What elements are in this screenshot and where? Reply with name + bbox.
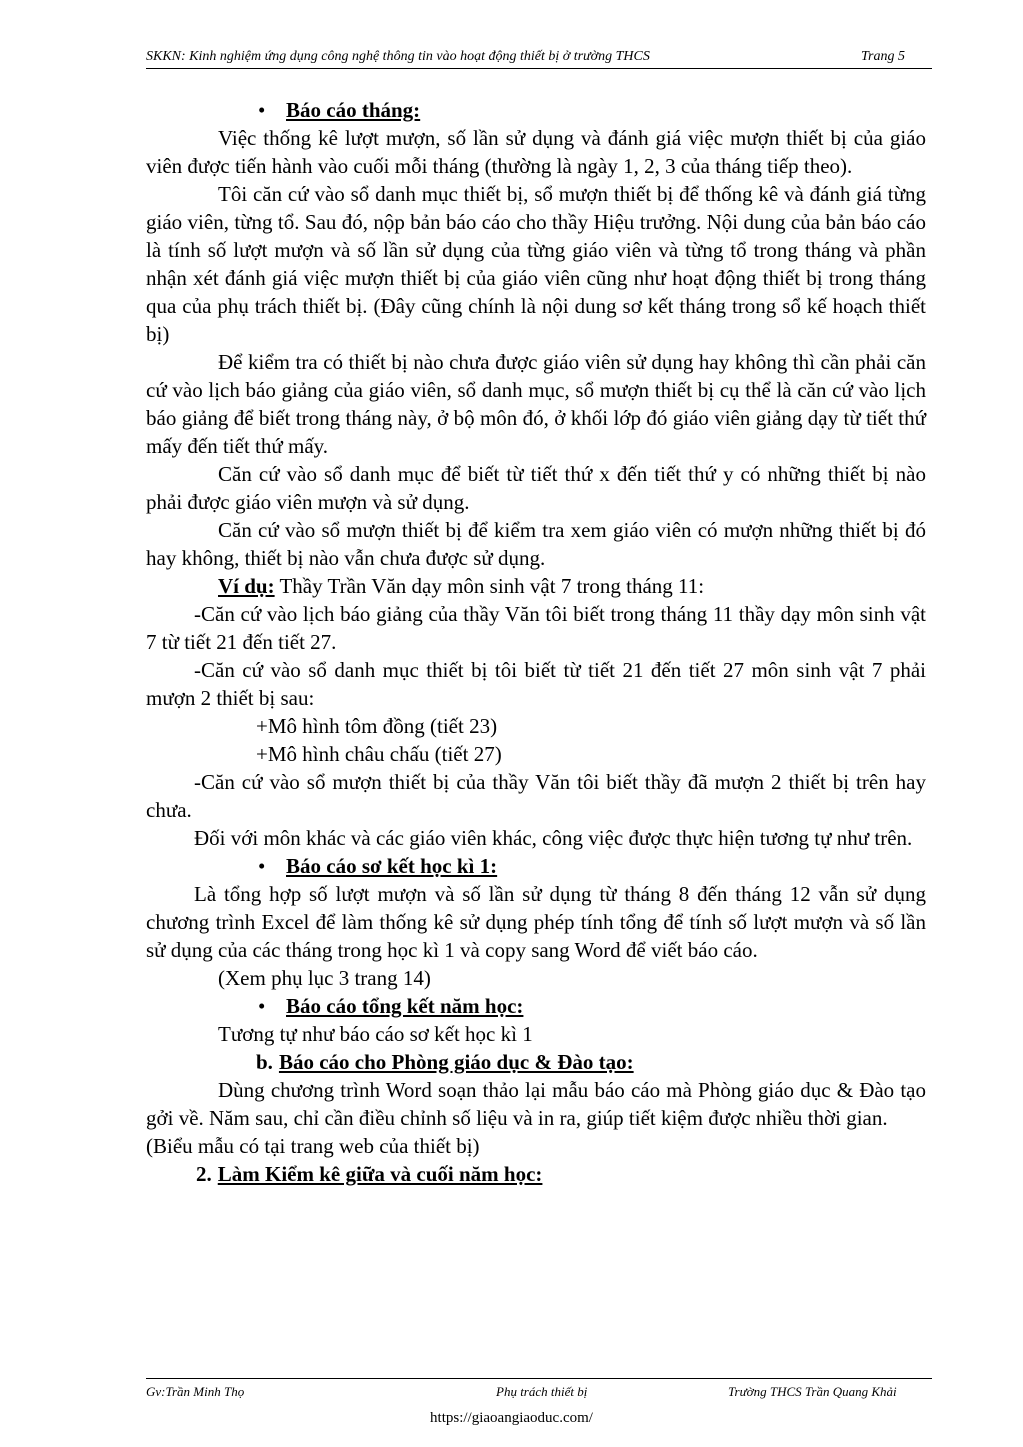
footer-school: Trường THCS Trần Quang Khải — [728, 1384, 897, 1399]
paragraph: Đối với môn khác và các giáo viên khác, công việc được thực hiện tương tự như trên. — [194, 826, 913, 850]
list-item: +Mô hình tôm đồng (tiết 23) — [256, 714, 498, 738]
example-line — [146, 572, 926, 600]
bullet-icon: • — [258, 98, 266, 122]
paragraph: Việc thống kê lượt mượn, số lần sử dụng và đánh giá việc mượn thiết bị của giáo viên được tiến hành vào cuối mỗi tháng (thường là ngày 1, 2, 3 của tháng tiếp theo). — [146, 126, 926, 178]
paragraph: -Căn cứ vào lịch báo giảng của thầy Văn tôi biết trong tháng 11 thầy dạy môn sinh vật 7 từ tiết 21 đến tiết 27. — [146, 602, 926, 654]
section-heading-semester-report: • Báo cáo sơ kết học kì 1: — [258, 854, 498, 878]
document-body — [146, 96, 926, 1188]
page-footer — [146, 1378, 932, 1399]
paragraph: -Căn cứ vào sổ mượn thiết bị của thầy Văn tôi biết thầy đã mượn 2 thiết bị trên hay chưa. — [146, 770, 926, 822]
paragraph: Căn cứ vào sổ danh mục để biết từ tiết thứ x đến tiết thứ y có những thiết bị nào phải được giáo viên mượn và sử dụng. — [146, 462, 926, 514]
paragraph: Căn cứ vào sổ mượn thiết bị để kiểm tra xem giáo viên có mượn những thiết bị đó hay không, thiết bị nào vẫn chưa được sử dụng. — [146, 518, 926, 570]
paragraph: Để kiểm tra có thiết bị nào chưa được giáo viên sử dụng hay không thì cần phải căn cứ vào lịch báo giảng của giáo viên, sổ danh mục, sổ mượn thiết bị cụ thể là căn cứ vào lịch báo giảng để biết trong tháng này, ở bộ môn đó, ở khối lớp đó giáo viên giảng dạy từ tiết thứ mấy đến tiết thứ mấy. — [146, 350, 926, 458]
subsection-heading: b. Báo cáo cho Phòng giáo dục & Đào tạo: — [256, 1050, 634, 1074]
section-heading-year-report: • Báo cáo tổng kết năm học: — [258, 994, 524, 1018]
example-text: Thầy Trần Văn dạy môn sinh vật 7 trong tháng 11: — [274, 574, 705, 598]
section-heading-monthly-report: • Báo cáo tháng: — [258, 98, 421, 122]
footer-author: Gv:Trần Minh Thọ — [146, 1384, 245, 1399]
example-label: Ví dụ: — [218, 574, 275, 598]
paragraph: (Xem phụ lục 3 trang 14) — [218, 966, 431, 990]
paragraph: (Biểu mẫu có tại trang web của thiết bị) — [146, 1134, 480, 1158]
paragraph: Là tổng hợp số lượt mượn và số lần sử dụng từ tháng 8 đến tháng 12 vẫn sử dụng chương trình Excel để làm thống kê sử dụng phép tính tổng để tính số lượt mượn và số lần sử dụng của các tháng trong học kì 1 và copy sang Word để viết báo cáo. — [146, 882, 926, 962]
header-page-number: Trang 5 — [861, 49, 905, 64]
paragraph: Dùng chương trình Word soạn thảo lại mẫu báo cáo mà Phòng giáo dục & Đào tạo gởi về. Năm sau, chỉ cần điều chỉnh số liệu và in ra, giúp tiết kiệm được nhiều thời gian. — [146, 1078, 926, 1130]
footer-role: Phụ trách thiết bị — [496, 1384, 588, 1399]
paragraph: -Căn cứ vào sổ danh mục thiết bị tôi biết từ tiết 21 đến tiết 27 môn sinh vật 7 phải mượn 2 thiết bị sau: — [146, 658, 926, 710]
bullet-icon: • — [258, 854, 266, 878]
list-item: +Mô hình châu chấu (tiết 27) — [256, 742, 502, 766]
header-title: SKKN: Kinh nghiệm ứng dụng công nghệ thông tin vào hoạt động thiết bị ở trường THCS — [146, 49, 650, 64]
source-url[interactable]: https://giaoangiaoduc.com/ — [430, 1410, 593, 1426]
paragraph: Tương tự như báo cáo sơ kết học kì 1 — [218, 1022, 533, 1046]
bullet-icon: • — [258, 994, 266, 1018]
section-heading: 2. Làm Kiểm kê giữa và cuối năm học: — [196, 1162, 543, 1186]
paragraph: Tôi căn cứ vào sổ danh mục thiết bị, sổ mượn thiết bị để thống kê và đánh giá từng giáo viên, từng tổ. Sau đó, nộp bản báo cáo cho thầy Hiệu trưởng. Nội dung của bản báo cáo là tính số lượt mượn và số lần sử dụng của từng giáo viên và từng tổ trong tháng và phần nhận xét đánh giá việc mượn thiết bị của giáo viên cũng như hoạt động thiết bị trong tháng qua của phụ trách thiết bị. (Đây cũng chính là nội dung sơ kết tháng trong sổ kế hoạch thiết bị) — [146, 182, 926, 346]
page-header — [146, 47, 932, 69]
